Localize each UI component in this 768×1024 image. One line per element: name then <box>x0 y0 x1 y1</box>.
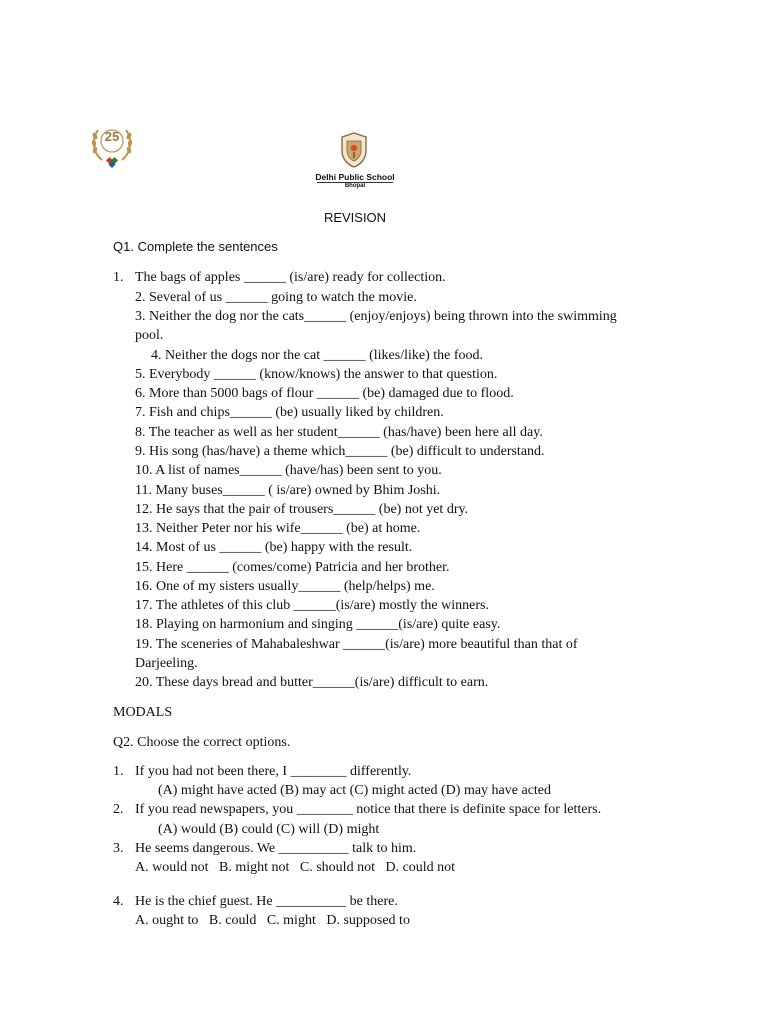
q1-item: 2. Several of us ______ going to watch the movie. <box>135 290 417 305</box>
q1-item: 16. One of my sisters usually______ (help/helps) me. <box>135 579 435 594</box>
q1-item: 7. Fish and chips______ (be) usually liked by children. <box>135 405 444 420</box>
q1-item: 5. Everybody ______ (know/knows) the answer to that question. <box>135 367 498 382</box>
q2-options: A. ought to B. could C. might D. supposed to <box>135 913 410 928</box>
q2-title: Q2. Choose the correct options. <box>113 735 291 750</box>
item-text: The bags of apples ______ (is/are) ready for collection. <box>135 270 446 285</box>
q2-question <box>113 800 601 819</box>
q1-item: 9. His song (has/have) a theme which______ (be) difficult to understand. <box>135 444 545 459</box>
q1-item: 11. Many buses______ ( is/are) owned by Bhim Joshi. <box>135 483 441 498</box>
q1-item: 12. He says that the pair of trousers______ (be) not yet dry. <box>135 502 469 517</box>
question-text: He is the chief guest. He __________ be there. <box>135 894 398 909</box>
q2-question <box>113 839 416 858</box>
q1-item: 3. Neither the dog nor the cats______ (enjoy/enjoys) being thrown into the swimming <box>135 309 617 324</box>
q1-item: 8. The teacher as well as her student______ (has/have) been here all day. <box>135 425 543 440</box>
q1-item: 15. Here ______ (comes/come) Patricia and her brother. <box>135 560 450 575</box>
q1-item: 18. Playing on harmonium and singing ______(is/are) quite easy. <box>135 617 501 632</box>
page-heading: REVISION <box>323 210 387 225</box>
q2-options: (A) might have acted (B) may act (C) might acted (D) may have acted <box>158 783 552 798</box>
q2-options: A. would not B. might not C. should not D. could not <box>135 860 456 875</box>
q1-item: 17. The athletes of this club ______(is/are) mostly the winners. <box>135 598 489 613</box>
q1-item: Darjeeling. <box>135 656 198 671</box>
question-text: If you had not been there, I ________ differently. <box>135 764 412 779</box>
q2-options: (A) would (B) could (C) will (D) might <box>158 822 380 837</box>
anniversary-number: 25 <box>104 129 120 144</box>
q1-item: 20. These days bread and butter______(is/are) difficult to earn. <box>135 675 489 690</box>
q1-item: 19. The sceneries of Mahabaleshwar ______(is/are) more beautiful than that of <box>135 637 578 652</box>
q1-item: 14. Most of us ______ (be) happy with the result. <box>135 540 413 555</box>
modals-heading: MODALS <box>113 705 173 720</box>
question-number: 4. <box>113 894 124 909</box>
q1-item: 4. Neither the dogs nor the cat ______ (likes/like) the food. <box>151 348 484 363</box>
question-number: 2. <box>113 802 124 817</box>
question-text: If you read newspapers, you ________ notice that there is definite space for letters. <box>135 802 602 817</box>
q1-item: 13. Neither Peter nor his wife______ (be) at home. <box>135 521 421 536</box>
q1-item: pool. <box>135 328 164 343</box>
q1-item: 10. A list of names______ (have/has) been sent to you. <box>135 463 442 478</box>
q1-item <box>113 268 446 287</box>
question-number: 3. <box>113 841 124 856</box>
q1-item: 6. More than 5000 bags of flour ______ (be) damaged due to flood. <box>135 386 514 401</box>
item-number: 1. <box>113 270 124 285</box>
q1-title: Q1. Complete the sentences <box>113 239 278 254</box>
q2-question <box>113 762 411 781</box>
question-number: 1. <box>113 764 124 779</box>
school-crest <box>338 131 370 169</box>
school-name: Delhi Public School <box>315 172 395 182</box>
question-text: He seems dangerous. We __________ talk to him. <box>135 841 417 856</box>
school-city: Bhopal <box>344 183 366 189</box>
q2-question <box>113 892 398 911</box>
